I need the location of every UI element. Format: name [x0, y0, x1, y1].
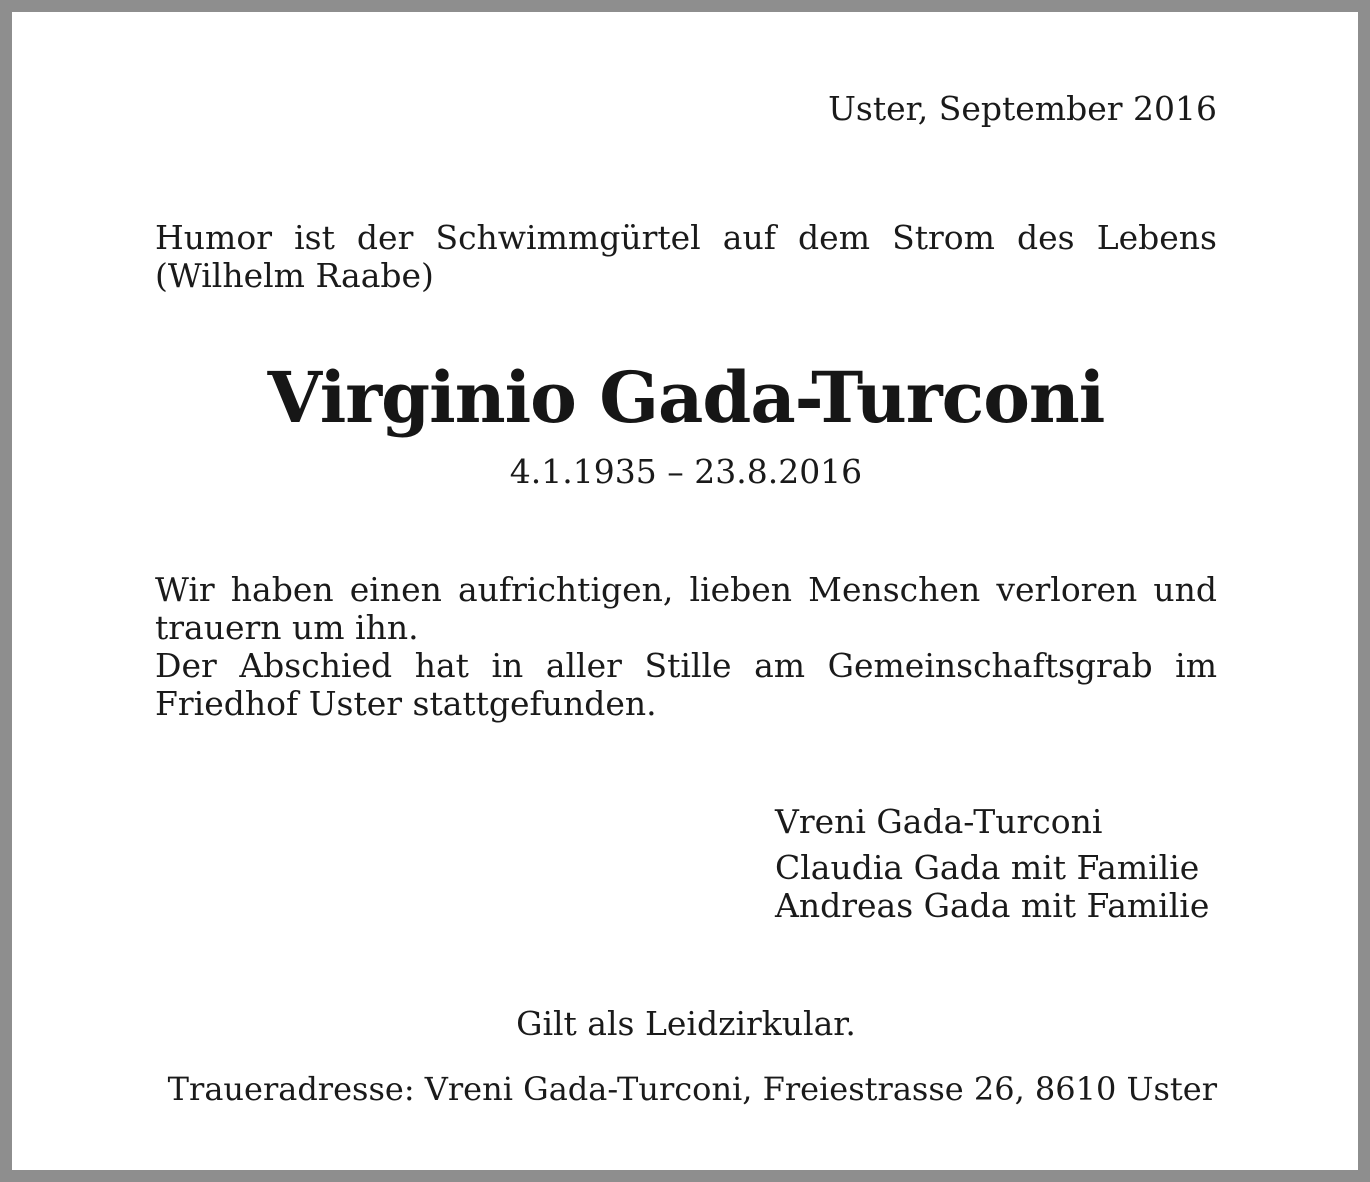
- mourner-name: Vreni Gada-Turconi: [775, 802, 1103, 841]
- message-line-3: Der Abschied hat in aller Stille am Gemeinschaftsgrab im: [155, 646, 1217, 685]
- mourner-name: Claudia Gada mit Familie: [775, 848, 1200, 887]
- deceased-name: Virginio Gada-Turconi: [267, 356, 1105, 439]
- message-line-4: Friedhof Uster stattgefunden.: [155, 684, 657, 723]
- circular-note: Gilt als Leidzirkular.: [516, 1004, 856, 1043]
- life-dates: 4.1.1935 – 23.8.2016: [509, 452, 863, 491]
- quote-attribution: (Wilhelm Raabe): [155, 256, 434, 295]
- message-line-2: trauern um ihn.: [155, 608, 419, 647]
- message-line-1: Wir haben einen aufrichtigen, lieben Menschen verloren und: [155, 570, 1217, 609]
- place-date: Uster, September 2016: [828, 89, 1217, 128]
- mourner-name: Andreas Gada mit Familie: [775, 886, 1210, 925]
- quote-line-1: Humor ist der Schwimmgürtel auf dem Strom des Lebens: [155, 218, 1217, 257]
- mourning-address: Traueradresse: Vreni Gada-Turconi, Freiestrasse 26, 8610 Uster: [167, 1070, 1217, 1108]
